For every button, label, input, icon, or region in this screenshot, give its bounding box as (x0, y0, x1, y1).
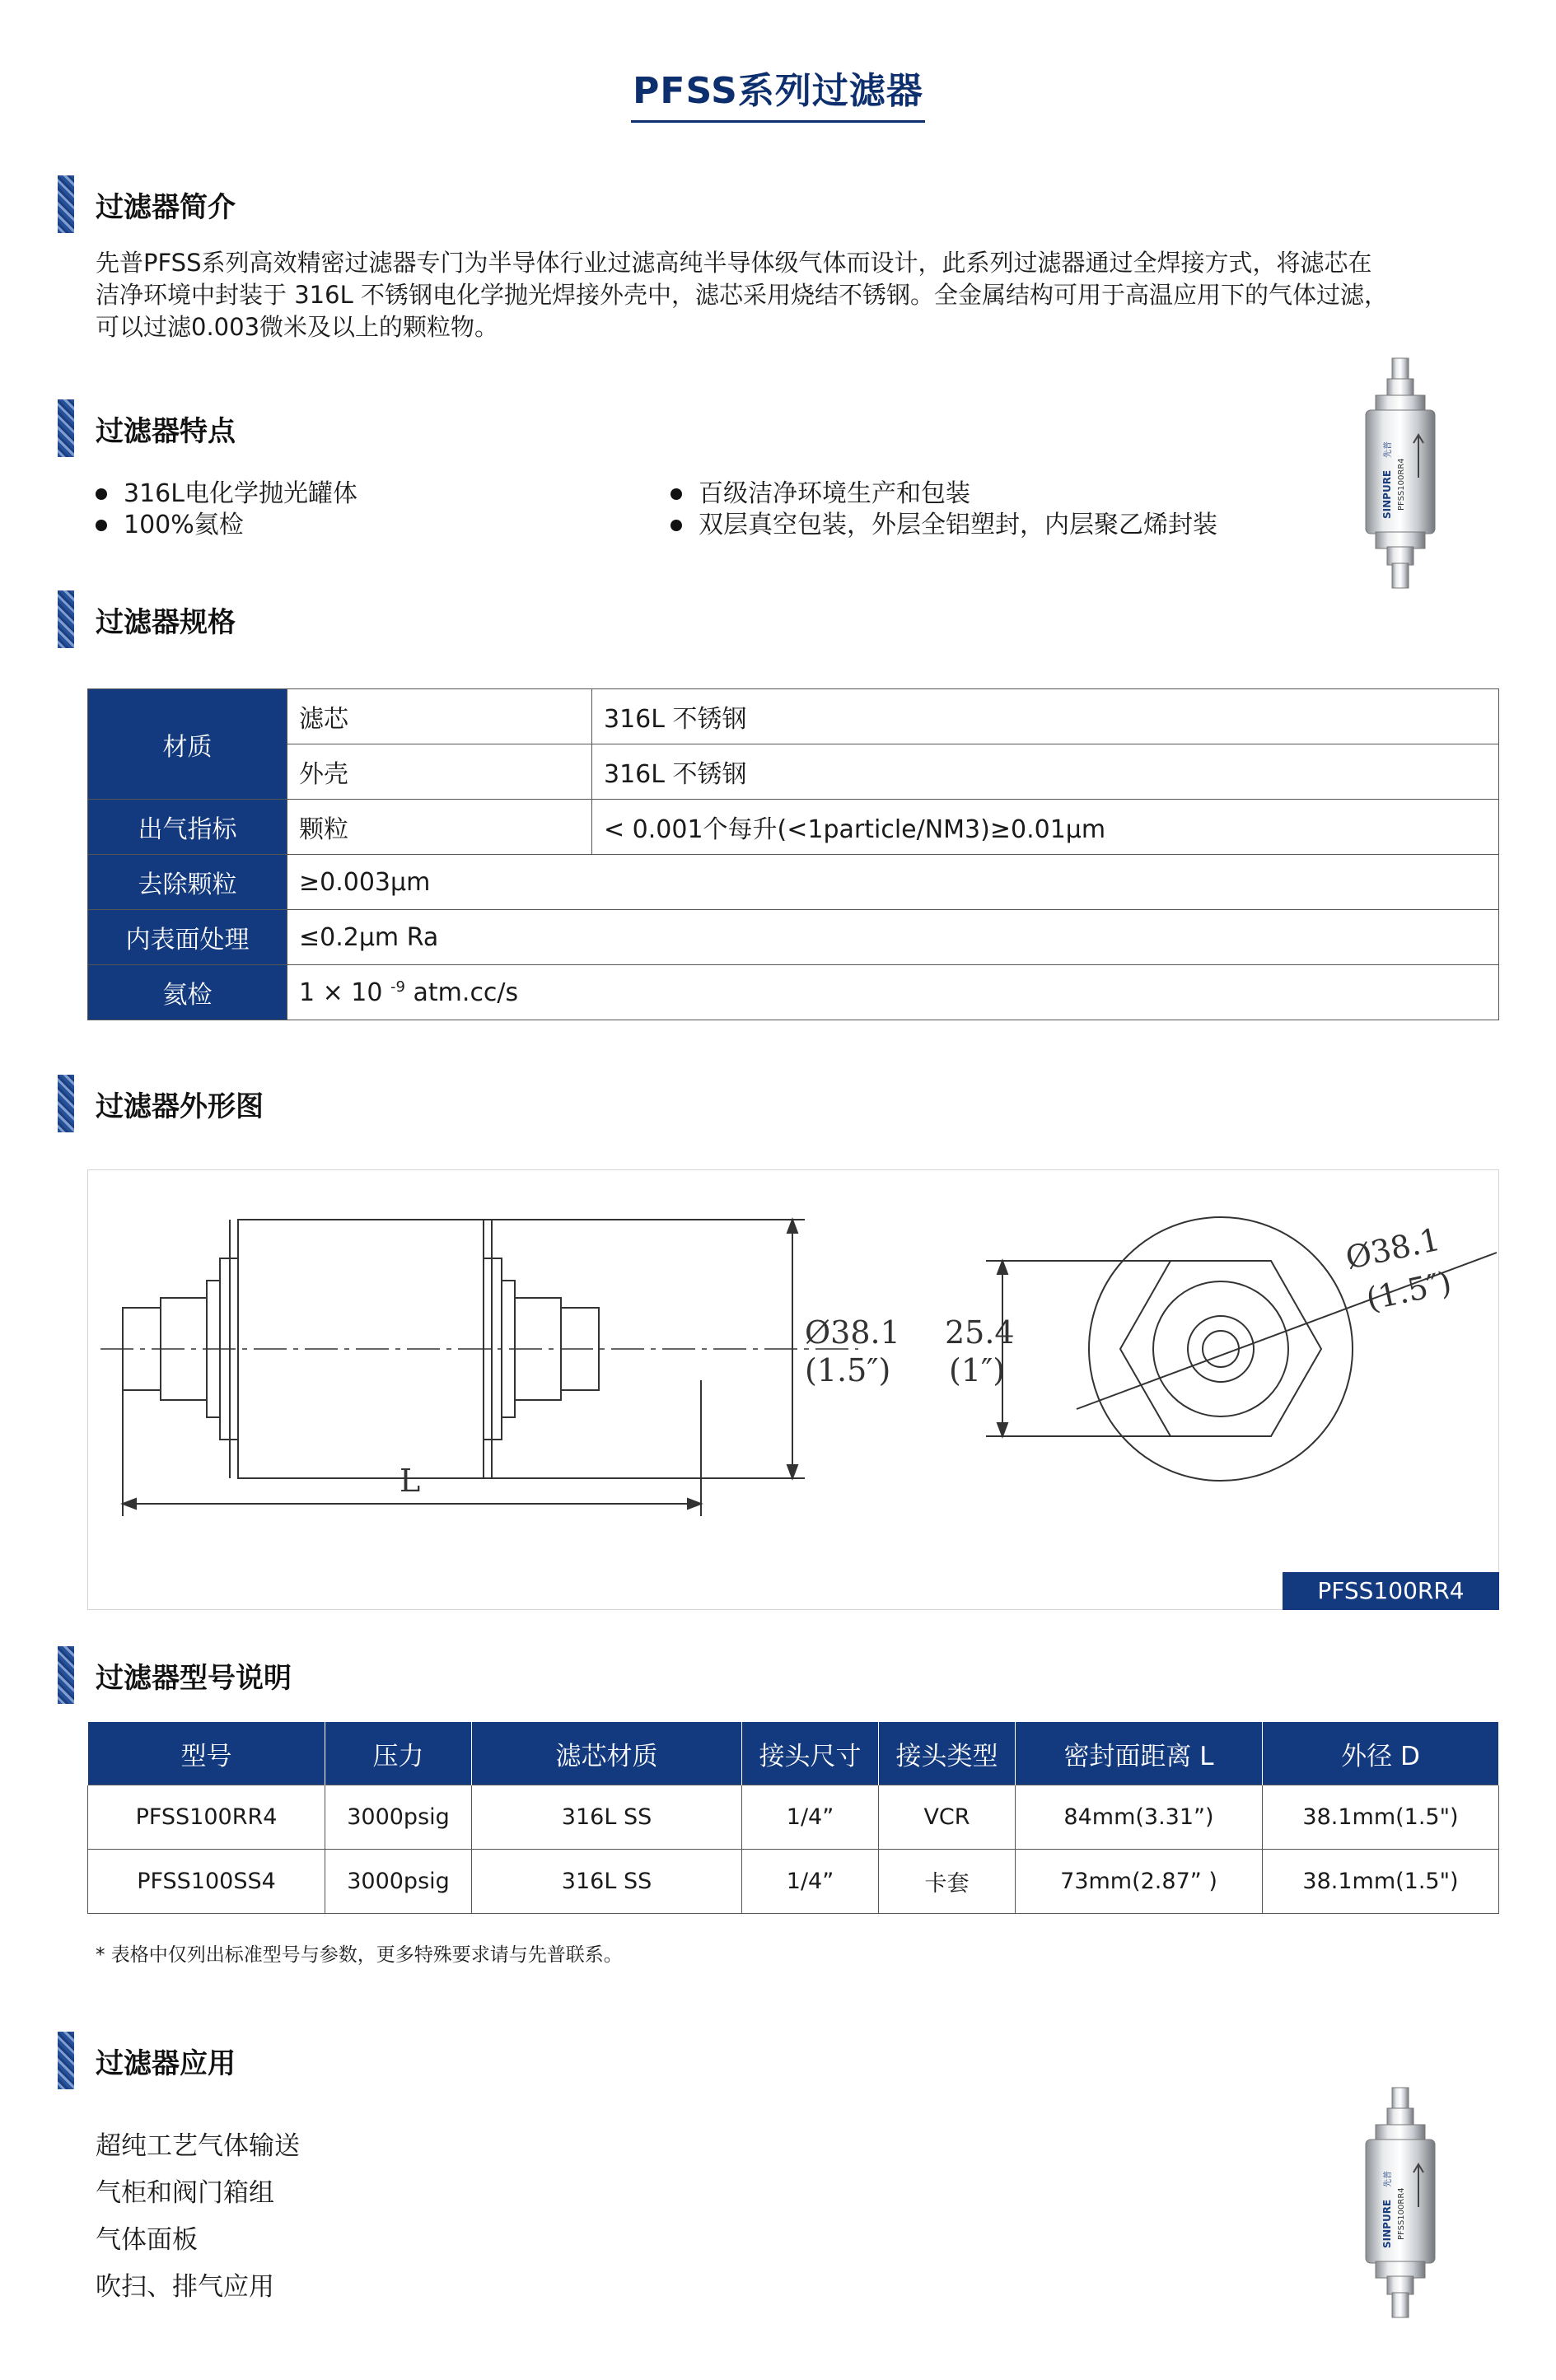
table-cell: 1/4” (742, 1785, 879, 1850)
column-header: 接头类型 (879, 1722, 1016, 1785)
spec-table (87, 688, 1499, 1020)
table-cell: PFSS100RR4 (88, 1785, 325, 1850)
column-header: 密封面距离 L (1016, 1722, 1263, 1785)
spec-label-outgas: 出气指标 (88, 800, 287, 855)
table-row (88, 1850, 1499, 1914)
table-cell: VCR (879, 1785, 1016, 1850)
section-marker (58, 399, 74, 457)
spec-label-helium: 氦检 (88, 965, 287, 1020)
section-header-drawing (58, 1075, 264, 1132)
feature-item: 100%氦检 (96, 510, 244, 541)
product-brand-label: SINPURE (1381, 469, 1393, 519)
table-row (88, 800, 1499, 855)
spec-value-helium: 1 × 10 $^{-9}$ atm.cc/s (287, 965, 1499, 1020)
spec-label-material: 材质 (88, 689, 287, 800)
spec-value-removal: ≥0.003μm (287, 855, 1499, 910)
product-brand-label: SINPURE (1381, 2199, 1393, 2248)
spec-label-particle: 颗粒 (287, 800, 592, 855)
table-cell: 38.1mm(1.5") (1263, 1785, 1499, 1850)
table-cell: 1/4” (742, 1850, 879, 1914)
page-title: PFSS系列过滤器 (0, 61, 1556, 123)
table-row (88, 855, 1499, 910)
spec-value-particle: < 0.001个每升(<1particle/NM3)≥0.01μm (592, 800, 1499, 855)
product-model-label: PFSS100RR4 (1397, 458, 1406, 511)
table-row (88, 910, 1499, 965)
feature-item: 双层真空包装，外层全铝塑封，内层聚乙烯封装 (671, 510, 1217, 541)
product-model-label: PFSS100RR4 (1397, 2187, 1406, 2240)
column-header: 压力 (325, 1722, 472, 1785)
application-item: 气柜和阀门箱组 (96, 2178, 274, 2208)
application-item: 吹扫、排气应用 (96, 2272, 274, 2302)
table-row (88, 689, 1499, 744)
column-header: 滤芯材质 (472, 1722, 742, 1785)
section-title: 过滤器型号说明 (96, 1661, 292, 1695)
table-cell: 84mm(3.31”) (1016, 1785, 1263, 1850)
table-cell: 卡套 (879, 1850, 1016, 1914)
application-item: 气体面板 (96, 2225, 198, 2255)
section-marker (58, 590, 74, 648)
table-cell: 316L SS (472, 1785, 742, 1850)
bullet-icon (96, 488, 107, 500)
product-photo (1351, 2084, 1450, 2322)
spec-value-surface: ≤0.2μm Ra (287, 910, 1499, 965)
dim-hex-inch: (1″) (949, 1352, 1006, 1388)
dim-diameter-inch: (1.5″) (805, 1352, 891, 1388)
table-header-row (88, 1722, 1499, 1785)
spec-label-removal: 去除颗粒 (88, 855, 287, 910)
section-marker (58, 175, 74, 233)
table-cell: 73mm(2.87” ) (1016, 1850, 1263, 1914)
model-table (87, 1721, 1499, 1914)
spec-label-shell: 外壳 (287, 744, 592, 800)
drawing-model-tag: PFSS100RR4 (1283, 1572, 1499, 1610)
spec-value-core: 316L 不锈钢 (592, 689, 1499, 744)
section-marker (58, 1646, 74, 1704)
section-marker (58, 1075, 74, 1132)
dim-end-diameter: Ø38.1 (1342, 1220, 1444, 1276)
outline-drawing (87, 1169, 1499, 1610)
bullet-icon (96, 520, 107, 531)
spec-label-core: 滤芯 (287, 689, 592, 744)
product-brand-cn-label: 先普 (1384, 2171, 1393, 2187)
feature-item: 百级洁净环境生产和包装 (671, 478, 970, 510)
section-title: 过滤器外形图 (96, 1090, 264, 1123)
table-row (88, 965, 1499, 1020)
section-header-intro (58, 175, 236, 233)
section-title: 过滤器应用 (96, 2046, 236, 2080)
dim-diameter: Ø38.1 (805, 1314, 900, 1351)
dim-end-diameter-inch: (1.5″) (1362, 1264, 1455, 1318)
product-photo (1351, 354, 1450, 593)
section-header-features (58, 399, 236, 457)
column-header: 外径 D (1263, 1722, 1499, 1785)
feature-item: 316L电化学抛光罐体 (96, 478, 357, 510)
table-footnote: * 表格中仅列出标准型号与参数，更多特殊要求请与先普联系。 (96, 1944, 623, 1966)
section-header-spec (58, 590, 236, 648)
table-cell: 316L SS (472, 1850, 742, 1914)
application-item: 超纯工艺气体输送 (96, 2131, 300, 2161)
section-header-model (58, 1646, 292, 1704)
section-header-application (58, 2032, 236, 2089)
dim-length: L (400, 1463, 421, 1499)
section-title: 过滤器特点 (96, 414, 236, 448)
bullet-icon (671, 520, 682, 531)
spec-value-shell: 316L 不锈钢 (592, 744, 1499, 800)
column-header: 型号 (88, 1722, 325, 1785)
spec-label-surface: 内表面处理 (88, 910, 287, 965)
table-cell: 3000psig (325, 1785, 472, 1850)
bullet-icon (671, 488, 682, 500)
intro-paragraph: 先普PFSS系列高效精密过滤器专门为半导体行业过滤高纯半导体级气体而设计，此系列过滤器通过全焊接方式，将滤芯在 洁净环境中封装于 316L 不锈钢电化学抛光焊接外壳中，滤芯采用烧结不锈钢。全金属结构可用于高温应用下的气体过滤， 可以过滤0.003微米及以上的颗粒物。 (96, 249, 1388, 341)
table-row (88, 744, 1499, 800)
dim-hex: 25.4 (945, 1314, 1015, 1351)
table-cell: 38.1mm(1.5") (1263, 1850, 1499, 1914)
table-row (88, 1785, 1499, 1850)
technical-drawing (88, 1170, 1498, 1609)
table-cell: PFSS100SS4 (88, 1850, 325, 1914)
section-title: 过滤器规格 (96, 605, 236, 639)
table-cell: 3000psig (325, 1850, 472, 1914)
section-marker (58, 2032, 74, 2089)
product-brand-cn-label: 先普 (1384, 441, 1393, 458)
section-title: 过滤器简介 (96, 190, 236, 224)
column-header: 接头尺寸 (742, 1722, 879, 1785)
